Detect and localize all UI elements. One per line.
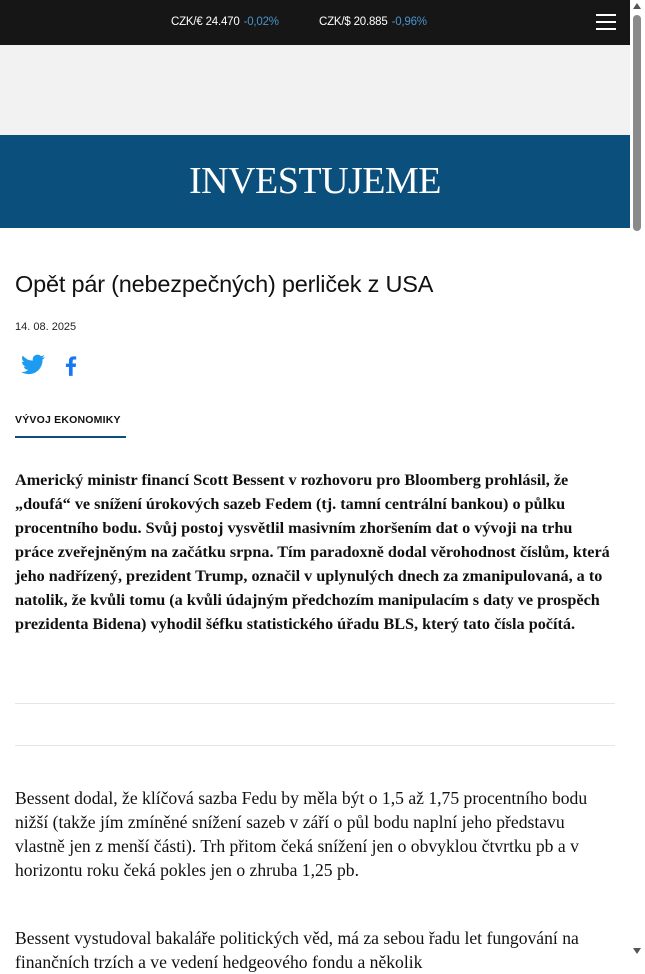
article-date: 14. 08. 2025 (15, 321, 77, 333)
ticker-usd-label: CZK/$ 20.885 (319, 16, 388, 28)
article-paragraph: Bessent dodal, že klíčová sazba Fedu by měla být o 1,5 až 1,75 procentního bodu nižší (takže jím zmíněné snížení sazeb v září o půl bodu naplní jeho představu vlastně jen z menší části). Trh přitom čeká snížení jen o obvyklou čtvrtku pb a v horizontu roku čeká pokles jen o zhruba 1,25 pb. (15, 788, 588, 880)
site-logo[interactable]: INVESTUJEME (188, 160, 442, 202)
scroll-up-arrow-icon[interactable] (633, 3, 641, 9)
article-paragraph: Bessent vystudoval bakaláře politických věd, má za sebou řadu let fungování na finančních trzích a ve vedení hedgeového fondu a několik (15, 928, 579, 972)
ticker-item-eur[interactable] (171, 16, 279, 28)
divider (15, 703, 615, 704)
ticker-eur-change: -0,02% (243, 16, 279, 28)
page-scrollbar[interactable] (630, 0, 645, 961)
category-link[interactable]: VÝVOJ EKONOMIKY (15, 414, 121, 426)
divider (15, 745, 615, 746)
twitter-icon[interactable] (20, 352, 46, 378)
currency-ticker-bar (0, 0, 630, 45)
article-title: Opět pár (nebezpečných) perliček z USA (15, 271, 434, 297)
ad-placeholder (0, 45, 630, 135)
ticker-usd-change: -0,96% (391, 16, 427, 28)
article-lead: Americký ministr financí Scott Bessent v rozhovoru pro Bloomberg prohlásil, že „doufá“ ve snížení úrokových sazeb Fedem (tj. tamní centrální bankou) o půlku procentního bodu. Svůj postoj vysvětlil masivním zhoršením dat o vývoji na trhu práce zveřejněným na začátku srpna. Tím paradoxně dodal věrohodnost číslům, která jeho nadřízený, prezident Trump, označil v uplynulých dnech za zmanipulovaná, a to natolik, že kvůli tomu (a kvůli údajným předchozím manipulacím s daty ve prospěch prezidenta Bidena) vyhodil šéfku statistického úřadu BLS, který tato čísla počítá. (15, 471, 610, 633)
ticker-eur-label: CZK/€ 24.470 (171, 16, 240, 28)
scroll-thumb[interactable] (633, 15, 641, 231)
scroll-down-arrow-icon[interactable] (633, 948, 641, 954)
ticker-item-usd[interactable] (319, 16, 427, 28)
menu-icon[interactable] (596, 14, 616, 31)
facebook-icon[interactable] (58, 352, 84, 378)
category-underline (15, 436, 126, 438)
